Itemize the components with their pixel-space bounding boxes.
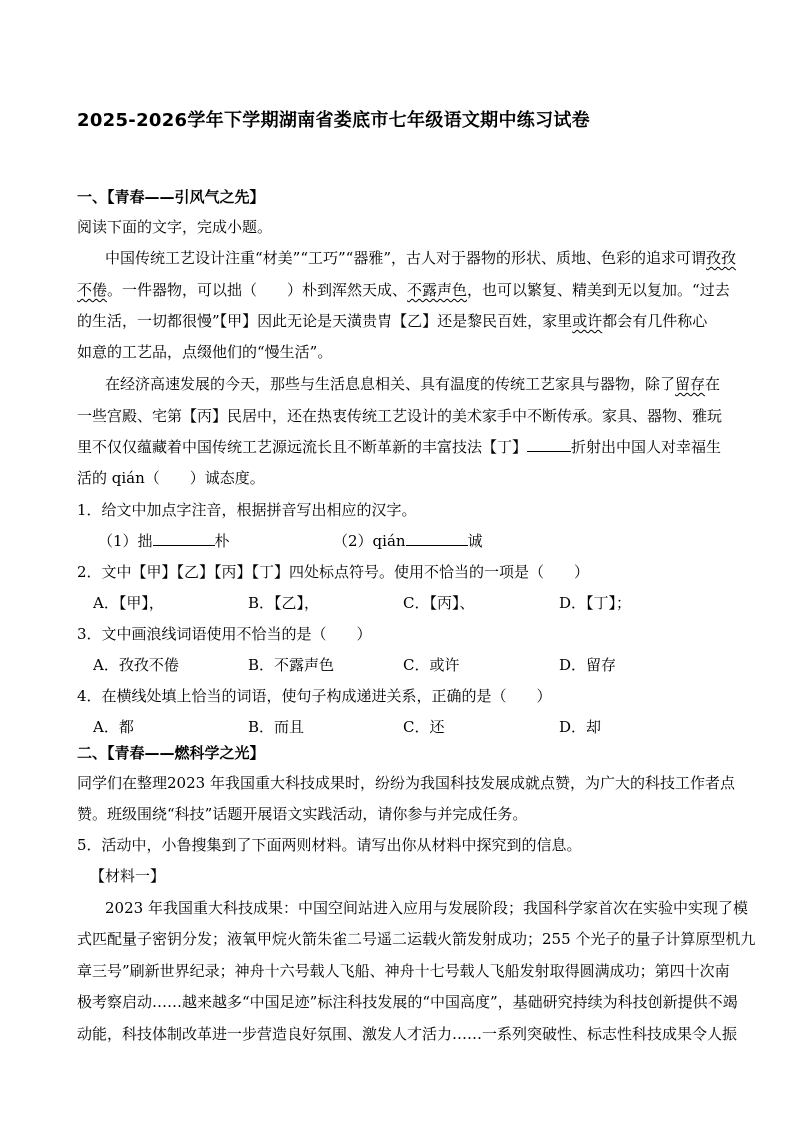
text-run: 中国传统工艺设计注重“材美”“工巧”“器雅”，古人对于器物的形状、质地、色彩的追求可谓 [105,249,707,267]
question-2-option-b[interactable]: B．【乙】， [248,594,320,612]
text-run: （2）qián [333,532,406,550]
question-4: 4．在横线处填上恰当的词语，使句子构成递进关系，正确的是（ ） [77,687,552,705]
passage-1-line-2 [77,279,730,300]
text-run: 的生活，一切都很慢”【甲】因此无论是天潢贵胄【乙】还是黎民百姓，家里 [77,312,573,330]
section-1-instruction: 阅读下面的文字，完成小题。 [77,218,273,236]
passage-2-line-4: 活的 qián（ ）诚态度。 [77,469,265,487]
question-1-part-a [98,530,230,551]
question-3-option-a[interactable]: A．孜孜不倦 [93,656,179,674]
passage-1-line-3 [77,310,707,331]
text-run: （1）拙 [98,532,153,550]
text-run: 诚 [467,532,483,550]
question-3-option-d[interactable]: D．留存 [559,656,617,674]
material-1-line-5: 动能，科技体制改革进一步营造良好氛围、激发人才活力……一系列突破性、标志性科技成果令人振 [77,1025,738,1043]
question-3: 3．文中画浪线词语使用不恰当的是（ ） [77,625,372,643]
answer-blank[interactable] [406,531,468,546]
passage-2-line-1 [105,373,720,394]
text-run: 。一件器物，可以拙（ ）朴到浑然天成、 [107,281,408,299]
wavy-word: 不露声色 [407,281,468,299]
text-run: 里不仅仅蕴藏着中国传统工艺源远流长且不断革新的丰富技法【丁】 [77,438,528,456]
passage-1-line-4: 如意的工艺品，点缀他们的“慢生活”。 [77,343,333,361]
question-3-option-b[interactable]: B．不露声色 [248,656,335,674]
question-4-option-c[interactable]: C．还 [403,718,445,736]
material-1-line-4: 极考察启动……越来越多“中国足迹”标注科技发展的“中国高度”，基础研究持续为科技创新提供不竭 [77,993,738,1011]
page-title: 2025-2026学年下学期湖南省娄底市七年级语文期中练习试卷 [77,110,590,131]
section-2-intro-line-1: 同学们在整理2023 年我国重大科技成果时，纷纷为我国科技发展成就点赞，为广大的科技工作者点 [77,774,735,792]
question-4-option-a[interactable]: A．都 [93,718,134,736]
material-1-line-3: 章三号”刷新世界纪录；神舟十六号载人飞船、神舟十七号载人飞船发射取得圆满成功；第四十次南 [77,962,730,980]
fill-blank[interactable] [527,437,571,452]
material-1-label: 【材料一】 [90,867,166,885]
text-run: 朴 [214,532,230,550]
wavy-word: 留存 [675,375,706,393]
wavy-word: 不倦 [77,281,108,299]
text-run: 在 [705,375,721,393]
text-run: ，也可以繁复、精美到无以复加。“过去 [467,281,730,299]
passage-1-line-1 [105,247,736,268]
question-2-option-a[interactable]: A．【甲】， [93,594,164,612]
section-1-heading: 一、【青春——引风气之先】 [77,188,265,206]
passage-2-line-3 [77,436,721,457]
question-2-option-d[interactable]: D．【丁】； [559,594,632,612]
wavy-word: 孜孜 [706,249,737,267]
question-4-option-d[interactable]: D．却 [559,718,602,736]
question-2-option-c[interactable]: C．【丙】、 [403,594,475,612]
material-1-line-2: 式匹配量子密钥分发；液氧甲烷火箭朱雀二号遥二运载火箭发射成功；255 个光子的量子计算原型机九 [77,930,756,948]
material-1-line-1: 2023 年我国重大科技成果：中国空间站进入应用与发展阶段；我国科学家首次在实验中实现了模 [105,899,748,917]
passage-2-line-2: 一些宫殿、宅第【丙】民居中，还在热衷传统工艺设计的美术家手中不断传承。家具、器物、雅玩 [77,407,723,425]
answer-blank[interactable] [153,531,215,546]
question-3-option-c[interactable]: C．或许 [403,656,460,674]
section-2-heading: 二、【青春——燃科学之光】 [77,744,265,762]
question-1: 1．给文中加点字注音，根据拼音写出相应的汉字。 [77,501,417,519]
question-1-part-b [333,530,483,551]
question-2: 2．文中【甲】【乙】【丙】【丁】四处标点符号。使用不恰当的一项是（ ） [77,563,590,581]
question-4-option-b[interactable]: B．而且 [248,718,305,736]
wavy-word: 或许 [572,312,603,330]
text-run: 都会有几件称心 [602,312,708,330]
section-2-intro-line-2: 赞。班级围绕“科技”话题开展语文实践活动，请你参与并完成任务。 [77,805,528,823]
text-run: 折射出中国人对幸福生 [571,438,722,456]
question-5: 5．活动中，小鲁搜集到了下面两则材料。请写出你从材料中探究到的信息。 [77,836,582,854]
text-run: 在经济高速发展的今天，那些与生活息息相关、具有温度的传统工艺家具与器物，除了 [105,375,676,393]
